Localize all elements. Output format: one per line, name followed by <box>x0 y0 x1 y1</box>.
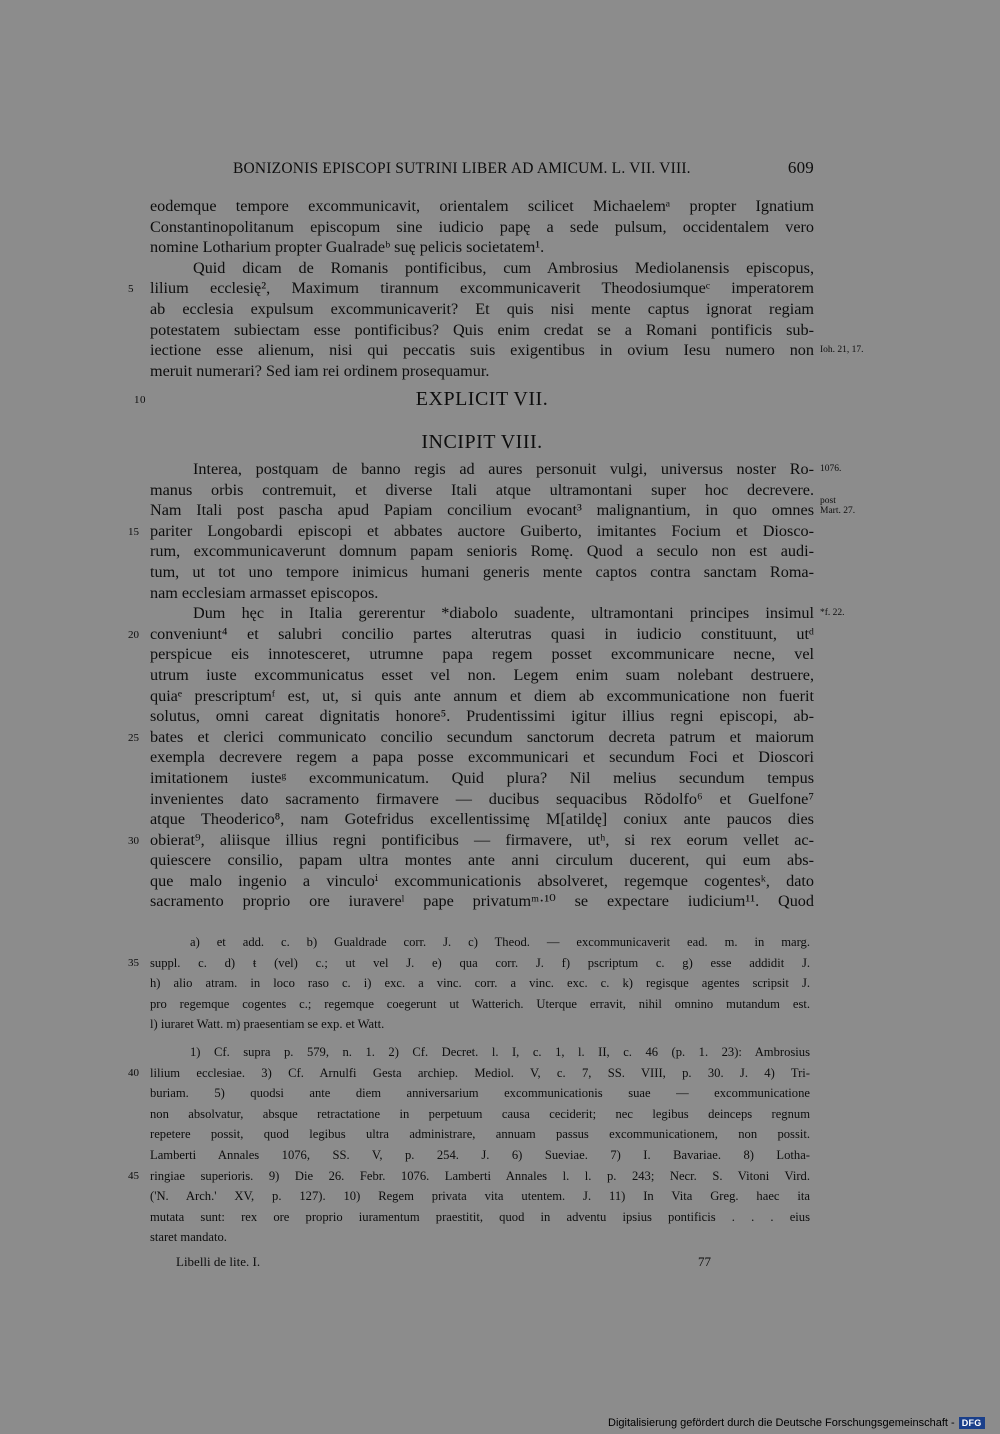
text-line <box>150 541 814 562</box>
text-line <box>150 644 814 665</box>
text-line <box>150 299 814 320</box>
line-text: Constantinopolitanum episcopum sine iudicio papę a sede pulsum, occidentalem vero <box>150 217 814 236</box>
line-text: bates et clerici communicato concilio secundum sanctorum decreta patrum et maiorum <box>150 727 814 746</box>
line-text: mutata sunt: rex ore proprio iuramentum praestitit, quod in adventu ipsius pontificis . . . eius <box>150 1209 810 1224</box>
margin-note: 1076. <box>820 464 842 474</box>
text-line <box>150 789 814 810</box>
text-line <box>150 850 814 871</box>
dfg-credit-text: Digitalisierung gefördert durch die Deutsche Forschungsgemeinschaft - <box>608 1417 955 1429</box>
text-line <box>128 1063 810 1084</box>
line-text: ('N. Arch.' XV, p. 127). 10) Regem privata vita utentem. J. 11) In Vita Greg. haec ita <box>150 1189 810 1204</box>
line-text: invenientes dato sacramento firmavere — ducibus sequacibus Rŏdolfo⁶ et Guelfone⁷ <box>150 789 814 808</box>
line-text: exempla decrevere regem a papa posse excommunicari et secundum Foci et Dioscori <box>150 748 814 767</box>
line-number: 45 <box>128 1169 139 1182</box>
line-text: imitationem iusteᵍ excommunicatum. Quid plura? Nil melius secundum tempus <box>150 768 814 787</box>
line-text: solutus, omni careat dignitatis honore⁵. Prudentissimi igitur illius regni episcopi, ab- <box>150 707 814 726</box>
line-text: potestatem subiectam esse pontificibus? Quis enim credat se a Romani pontificis sub- <box>150 320 814 339</box>
text-line <box>128 727 814 748</box>
line-text: rum, excommunicaverunt domnum papam senioris Romę. Quod a seculo non est audi- <box>150 542 814 561</box>
line-text: manus orbis contremuit, et diverse Itali atque ultramontani super hoc decrevere. <box>150 480 814 499</box>
margin-note: Ioh. 21, 17. <box>820 345 864 356</box>
dfg-credit <box>608 1416 985 1430</box>
line-number: 40 <box>128 1066 139 1079</box>
line-number: 15 <box>128 525 139 538</box>
text-line <box>150 258 814 279</box>
line-text: quiescere consilio, papam ultra montes ante anni circulum ducerent, qui eum abs- <box>150 851 814 870</box>
text-line <box>128 278 814 299</box>
text-line <box>150 1124 810 1145</box>
text-line <box>150 1014 810 1035</box>
line-text: obierat⁹, aliisque illius regni pontificibus — firmavere, utʰ, si rex eorum vellet ac- <box>150 830 814 849</box>
line-text: perspicue eis innotesceret, utrumne papa regem posset excommunicare necne, vel <box>150 645 814 664</box>
text-line <box>150 562 814 583</box>
text-line <box>150 809 814 830</box>
line-text: meruit numerari? Sed iam rei ordinem prosequamur. <box>150 361 490 380</box>
margin-note: post Mart. 27. <box>820 496 856 517</box>
text-line <box>150 1227 810 1248</box>
line-text: lilium ecclesię², Maximum tirannum excommunicaverit Theodosiumqueᶜ imperatorem <box>150 279 814 298</box>
text-line <box>150 665 814 686</box>
incipit-title: INCIPIT VIII. <box>421 431 543 453</box>
line-text: utrum iuste excommunicatus esset vel non. Legem enim suam nolebant destruere, <box>150 665 814 684</box>
line-text: sacramento proprio ore iuravereˡ pape privatumᵐ·¹⁰ se expectare iudicium¹¹. Quod <box>150 892 814 911</box>
page-number: 609 <box>787 158 814 177</box>
line-text: non absolvatur, absque retractatione in perpetuum causa ceciderit; nec legibus deinceps regnum <box>150 1106 810 1121</box>
line-text: conveniunt⁴ et salubri concilio partes alterutras quasi in iudicio constituunt, utᵈ <box>150 624 814 643</box>
line-text: ringiae superioris. 9) Die 26. Febr. 1076. Lamberti Annales l. l. p. 243; Necr. S. Vitoni Vird. <box>150 1168 810 1183</box>
line-text: Interea, postquam de banno regis ad aures personuit vulgi, universus noster Ro- <box>193 460 814 478</box>
header-title: BONIZONIS EPISCOPI SUTRINI LIBER AD AMICUM. L. VII. VIII. <box>233 160 691 177</box>
text-line <box>150 361 814 382</box>
line-text: nomine Lotharium propter Gualradeᵇ suę pelicis societatem¹. <box>150 238 545 257</box>
text-line <box>150 747 814 768</box>
text-line <box>150 1083 810 1104</box>
text-line <box>150 932 810 953</box>
signature-number: 77 <box>698 1254 711 1269</box>
text-line <box>128 953 810 974</box>
line-text: staret mandato. <box>150 1230 227 1245</box>
line-text: pro regemque cogentes c.; regemque coegerunt ut Watterich. Uterque erravit, nihil omnino mutandum est. <box>150 996 810 1011</box>
text-line <box>150 768 814 789</box>
line-text: l) iuraret Watt. m) praesentiam se exp. et Watt. <box>150 1017 385 1032</box>
text-line <box>150 1186 810 1207</box>
line-text: quiaᵉ prescriptumᶠ est, ut, si quis ante annum et diem ab excommunicatione non fuerit <box>150 686 814 705</box>
text-line <box>150 583 814 604</box>
text-line <box>128 521 814 542</box>
line-text: iectione esse alienum, nisi qui peccatis suis exigentibus in ovium Iesu numero non <box>150 341 814 360</box>
line-text: atque Theoderico⁸, nam Gotefridus excellentissimę M[atildę] coniux ante paucos dies <box>150 810 814 829</box>
text-line <box>150 459 842 480</box>
line-text: suppl. c. d) ŧ (vel) c.; ut vel J. e) qua corr. J. f) pscriptum c. g) esse addidit J. <box>150 955 810 970</box>
text-line <box>150 237 814 258</box>
line-text: a) et add. c. b) Gualdrade corr. J. c) Theod. — excommunicaverit ead. m. in marg. <box>190 935 810 949</box>
text-line <box>150 891 814 912</box>
text-line <box>128 830 814 851</box>
line-text: h) alio atram. in loco raso c. i) exc. a vinc. corr. a vinc. exc. c. k) regisque agentes scripsit J. <box>150 976 810 991</box>
incipit-heading <box>150 431 814 454</box>
text-line <box>150 973 810 994</box>
line-number: 10 <box>134 394 146 406</box>
running-header <box>150 158 818 184</box>
line-text: Lamberti Annales 1076, SS. V, p. 254. J. 6) Sueviae. 7) I. Bavariae. 8) Lotha- <box>150 1147 810 1162</box>
line-text: nam ecclesiam armasset episcopos. <box>150 583 379 602</box>
explicit-heading <box>134 388 814 411</box>
text-line <box>150 1104 810 1125</box>
text-line <box>150 340 864 361</box>
margin-note: *f. 22. <box>820 608 845 619</box>
line-number: 30 <box>128 834 139 847</box>
line-number: 20 <box>128 628 139 641</box>
footnotes <box>128 1042 810 1248</box>
text-line <box>150 217 814 238</box>
explicit-title: EXPLICIT VII. <box>415 388 549 410</box>
line-text: Dum hęc in Italia gererentur *diabolo suadente, ultramontani principes insimul <box>193 604 814 623</box>
text-line <box>128 624 814 645</box>
line-text: pariter Longobardi episcopi et abbates auctore Guiberto, imitantes Focium et Diosco- <box>150 521 814 540</box>
dfg-logo: DFG <box>959 1417 985 1429</box>
text-line <box>150 994 810 1015</box>
line-text: Nam Itali post pascha apud Papiam concilium evocant³ malignantium, in quo omnes <box>150 501 814 520</box>
line-number: 25 <box>128 731 139 744</box>
text-line <box>150 1145 810 1166</box>
text-line <box>150 1042 810 1063</box>
critical-apparatus <box>128 932 810 1035</box>
text-section-2 <box>128 459 856 912</box>
line-text: buriam. 5) quodsi ante diem anniversarium excommunicationis suae — excommunicatione <box>150 1086 810 1101</box>
text-line <box>150 871 814 892</box>
line-text: lilium ecclesiae. 3) Cf. Arnulfi Gesta archiep. Mediol. V, c. 7, SS. VIII, p. 30. J. 4) Tri- <box>150 1065 810 1080</box>
line-text: que malo ingenio a vinculoⁱ excommunicationis absolveret, regemque cogentesᵏ, dato <box>150 871 814 890</box>
text-section-1 <box>128 196 864 381</box>
text-line <box>150 496 856 521</box>
line-text: tum, ut tot uno tempore inimicus humani generis mente captos contra sanctam Roma- <box>150 562 814 581</box>
footer-left: Libelli de lite. I. <box>176 1254 261 1269</box>
text-line <box>150 603 845 624</box>
text-line <box>150 1207 810 1228</box>
text-line <box>150 480 814 501</box>
text-line <box>150 706 814 727</box>
text-line <box>150 686 814 707</box>
line-number: 5 <box>128 283 134 296</box>
line-text: eodemque tempore excommunicavit, orientalem scilicet Michaelemᵃ propter Ignatium <box>150 197 814 215</box>
line-text: repetere possit, quod legibus ultra administrare, annuam passus excommunicationem, non possit. <box>150 1127 810 1142</box>
line-text: 1) Cf. supra p. 579, n. 1. 2) Cf. Decret. l. I, c. 1, l. II, c. 46 (p. 1. 23): Ambrosius <box>190 1045 810 1059</box>
text-line <box>150 320 814 341</box>
text-line <box>150 196 814 217</box>
text-line <box>128 1166 810 1187</box>
line-number: 35 <box>128 956 139 969</box>
line-text: Quid dicam de Romanis pontificibus, cum Ambrosius Mediolanensis episcopus, <box>193 258 814 277</box>
line-text: ab ecclesia expulsum excommunicaverit? Et quis nisi mente captus ignorat regiam <box>150 299 814 318</box>
